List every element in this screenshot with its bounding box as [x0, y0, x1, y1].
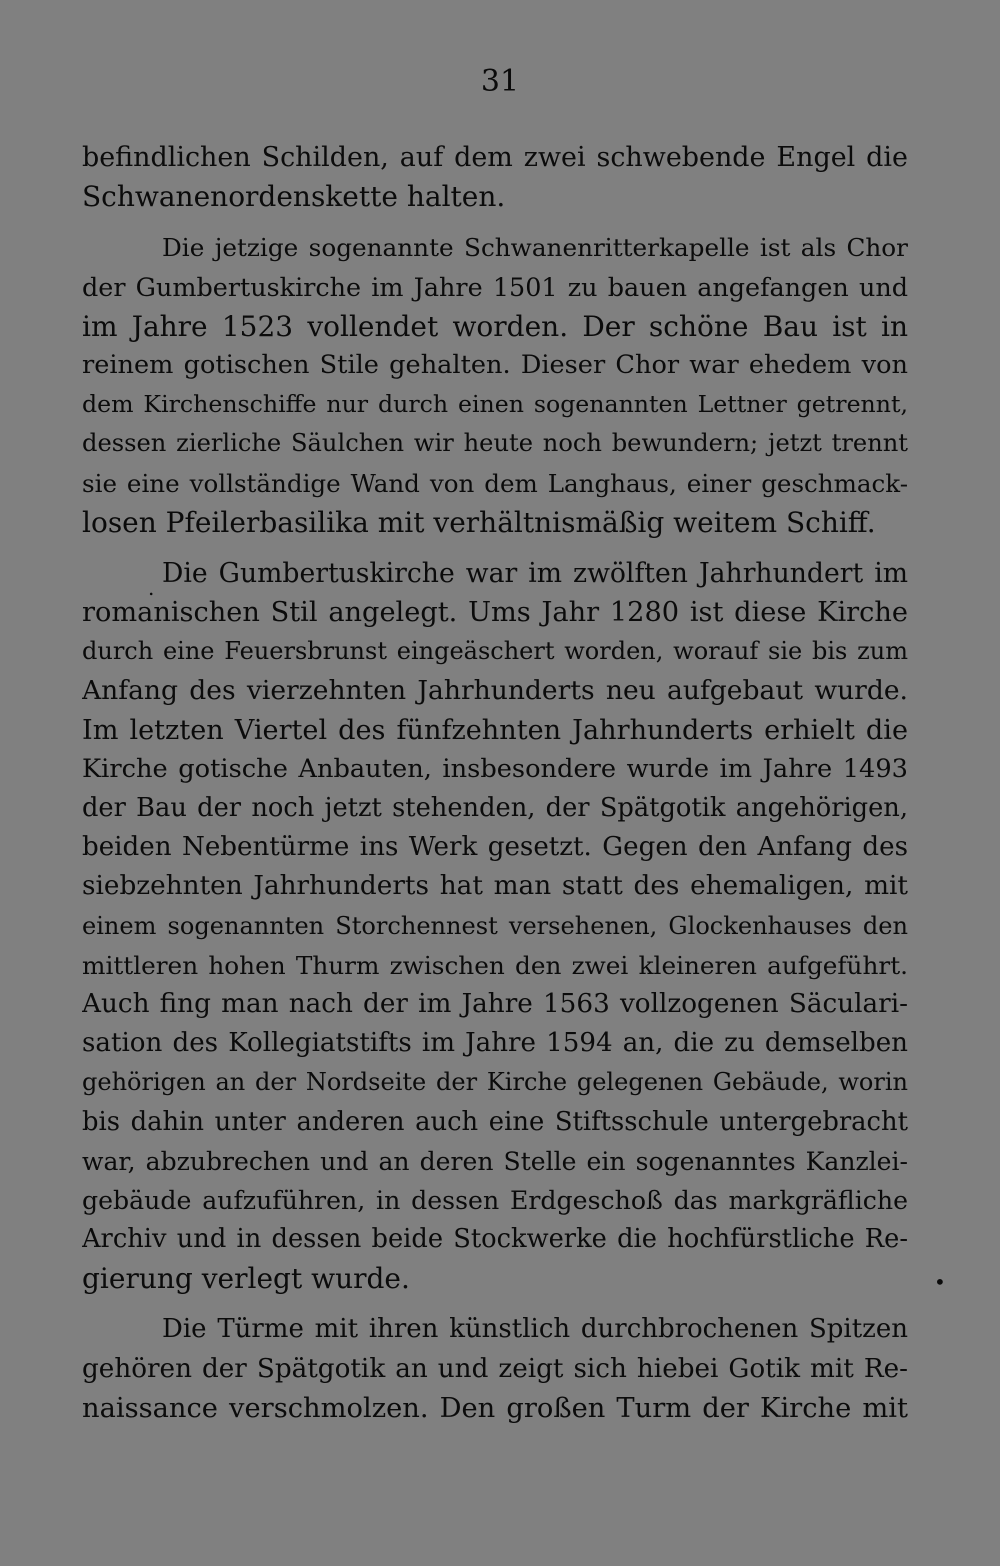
text-line: Archiv und in dessen beide Stockwerke die hochfürstliche Re- — [82, 1224, 908, 1255]
text-line: dem Kirchenschiffe nur durch einen sogenannten Lettner getrennt, — [82, 390, 908, 419]
text-line: gierung verlegt wurde. — [82, 1262, 410, 1296]
speck-mark: • — [934, 1270, 946, 1294]
text-line: mittleren hohen Thurm zwischen den zwei kleineren aufgeführt. — [82, 950, 908, 980]
text-line: romanischen Stil angelegt. Ums Jahr 1280 ist diese Kirche — [82, 597, 908, 629]
text-line: Die Gumbertuskirche war im zwölften Jahrhundert im — [162, 557, 908, 589]
text-line: gehören der Spätgotik an und zeigt sich hiebei Gotik mit Re- — [82, 1353, 908, 1384]
page-number: 31 — [480, 64, 520, 99]
text-line: siebzehnten Jahrhunderts hat man statt des ehemaligen, mit — [82, 871, 908, 902]
text-line: bis dahin unter anderen auch eine Stiftsschule untergebracht — [82, 1106, 908, 1137]
text-line: reinem gotischen Stile gehalten. Dieser Chor war ehedem von — [82, 349, 908, 380]
text-line: war, abzubrechen und an deren Stelle ein sogenanntes Kanzlei- — [82, 1146, 908, 1176]
text-line: im Jahre 1523 vollendet worden. Der schöne Bau ist in — [82, 309, 908, 343]
paragraph-4 — [82, 1310, 908, 1428]
text-line: Anfang des vierzehnten Jahrhunderts neu aufgebaut wurde. — [82, 675, 908, 707]
text-line: einem sogenannten Storchennest versehenen, Glockenhauses den — [82, 911, 908, 940]
text-line: der Bau der noch jetzt stehenden, der Spätgotik angehörigen, — [82, 793, 908, 823]
text-line: gebäude aufzuführen, in dessen Erdgeschoß das markgräfliche — [82, 1185, 908, 1215]
text-line: naissance verschmolzen. Den großen Turm der Kirche mit — [82, 1392, 908, 1424]
text-line: Kirche gotische Anbauten, insbesondere wurde im Jahre 1493 — [82, 753, 908, 784]
text-line: Auch fing man nach der im Jahre 1563 vollzogenen Säculari- — [82, 988, 908, 1019]
text-line: sie eine vollständige Wand von dem Langhaus, einer geschmack- — [82, 468, 908, 498]
text-line: Die jetzige sogenannte Schwanenritterkapelle ist als Chor — [162, 233, 908, 263]
text-line: durch eine Feuersbrunst eingeäschert worden, worauf sie bis zum — [82, 637, 908, 666]
speck-mark: . — [148, 576, 155, 600]
text-line: gehörigen an der Nordseite der Kirche gelegenen Gebäude, worin — [82, 1068, 908, 1097]
paragraph-2 — [82, 228, 908, 542]
text-line: Schwanenordenskette halten. — [82, 180, 506, 214]
paragraph-1 — [82, 138, 908, 216]
text-line: Im letzten Viertel des fünfzehnten Jahrhunderts erhielt die — [82, 714, 908, 746]
text-line: der Gumbertuskirche im Jahre 1501 zu bauen angefangen und — [82, 271, 908, 302]
text-line: losen Pfeilerbasilika mit verhältnismäßig weitem Schiff. — [82, 505, 876, 539]
paragraph-3 — [82, 554, 908, 1299]
text-line: sation des Kollegiatstifts im Jahre 1594 an, die zu demselben — [82, 1028, 908, 1059]
text-line: Die Türme mit ihren künstlich durchbrochenen Spitzen — [162, 1314, 908, 1345]
text-line: dessen zierliche Säulchen wir heute noch bewundern; jetzt trennt — [82, 429, 908, 458]
body-text — [82, 138, 908, 1428]
text-line: befindlichen Schilden, auf dem zwei schwebende Engel die — [82, 142, 908, 173]
text-line: beiden Nebentürme ins Werk gesetzt. Gegen den Anfang des — [82, 832, 908, 863]
